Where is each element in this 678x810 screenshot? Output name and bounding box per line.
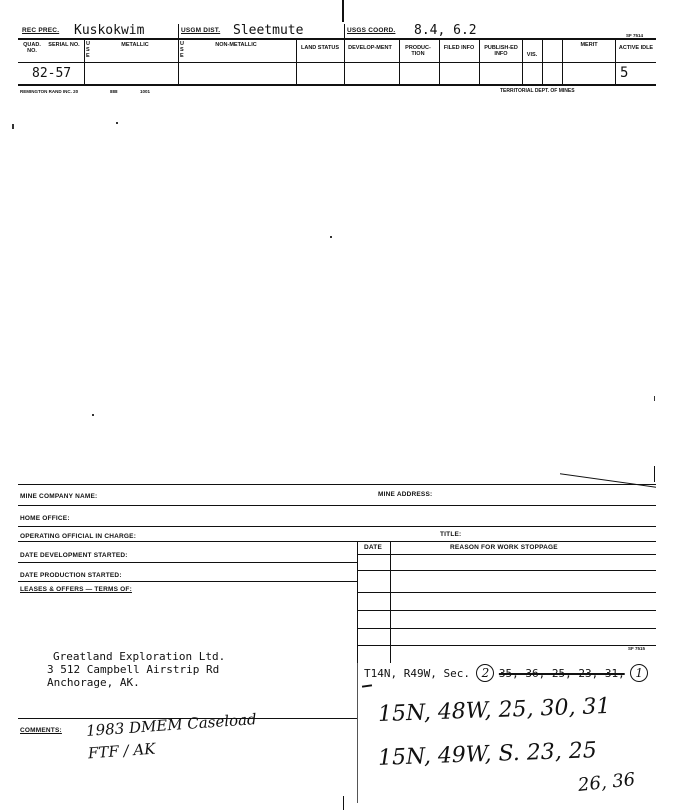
col-production: PRODUC-TION: [405, 45, 431, 58]
col-merit: MERIT: [580, 42, 598, 48]
comments-label: COMMENTS:: [20, 727, 62, 734]
home-office-label: HOME OFFICE:: [20, 515, 70, 522]
leases-label: LEASES & OFFERS — TERMS OF:: [20, 586, 132, 593]
col-development: DEVELOP-MENT: [348, 45, 392, 51]
operating-official-label: OPERATING OFFICIAL IN CHARGE:: [20, 533, 137, 540]
mine-address-label: MINE ADDRESS:: [378, 491, 433, 498]
mine-company-name-label: MINE COMPANY NAME:: [20, 493, 98, 500]
location-prefix: T14N, R49W, Sec.: [364, 667, 470, 680]
location-struck: 35, 36, 25, 23, 31,: [498, 667, 625, 680]
rec-prec-value: Kuskokwim: [74, 23, 145, 38]
form-number-top: SF 7514: [626, 33, 644, 38]
date-header: DATE: [364, 544, 383, 551]
col-non-metallic: NON-METALLIC: [215, 42, 257, 48]
handwritten-line-1: 15N, 48W, 25, 30, 31: [377, 693, 611, 728]
col-serial-no: SERIAL NO.: [48, 42, 80, 48]
title-label: TITLE:: [440, 531, 462, 538]
usgs-coord-label: USGS COORD.: [347, 27, 396, 34]
col-active-idle: ACTIVE IDLE: [618, 45, 654, 51]
col-use-1: U S E: [86, 41, 90, 60]
date-production-label: DATE PRODUCTION STARTED:: [20, 572, 122, 579]
usgm-dist-label: USGM DIST.: [181, 27, 221, 34]
printer-code-2: 1001: [140, 89, 151, 94]
usgm-dist-value: Sleetmute: [233, 23, 304, 38]
territorial-dept: TERRITORIAL DEPT. OF MINES: [500, 88, 575, 94]
comments-line-1: 1983 DMEM Caseload: [85, 710, 258, 740]
col-metallic: METALLIC: [121, 42, 149, 48]
printer-code-1: 888: [110, 89, 118, 94]
handwritten-line-2: 15N, 49W, S. 23, 25: [377, 738, 598, 771]
handwritten-line-3: 26, 36: [577, 769, 637, 796]
location-line: [364, 664, 648, 682]
printer-text: REMINGTON RAND INC. 20: [20, 89, 79, 94]
location-circled-1: 2: [476, 664, 494, 682]
address-line-1: Greatland Exploration Ltd.: [53, 650, 226, 663]
date-development-label: DATE DEVELOPMENT STARTED:: [20, 552, 128, 559]
col-use-2: U S E: [180, 41, 184, 60]
col-vis: VIS.: [526, 52, 538, 58]
quad-value: 82-57: [32, 66, 72, 81]
address-line-3: Anchorage, AK.: [47, 676, 140, 689]
location-circled-2: 1: [630, 664, 648, 682]
reason-header: REASON FOR WORK STOPPAGE: [450, 544, 558, 551]
col-published-info: PUBLISH-ED INFO: [484, 45, 518, 58]
comments-line-2: FTF / AK: [87, 739, 156, 763]
merit-value: 5: [620, 65, 629, 81]
usgs-coord-value: 8.4, 6.2: [414, 23, 477, 38]
col-land-status: LAND STATUS: [301, 45, 339, 51]
form-number-bottom: SF 7515: [628, 646, 646, 651]
address-line-2: 3 512 Campbell Airstrip Rd: [47, 663, 220, 676]
col-quad-no: QUAD. NO.: [23, 42, 41, 55]
rec-prec-label: REC PREC.: [22, 27, 60, 34]
col-filed-info: FILED INFO: [443, 45, 475, 51]
